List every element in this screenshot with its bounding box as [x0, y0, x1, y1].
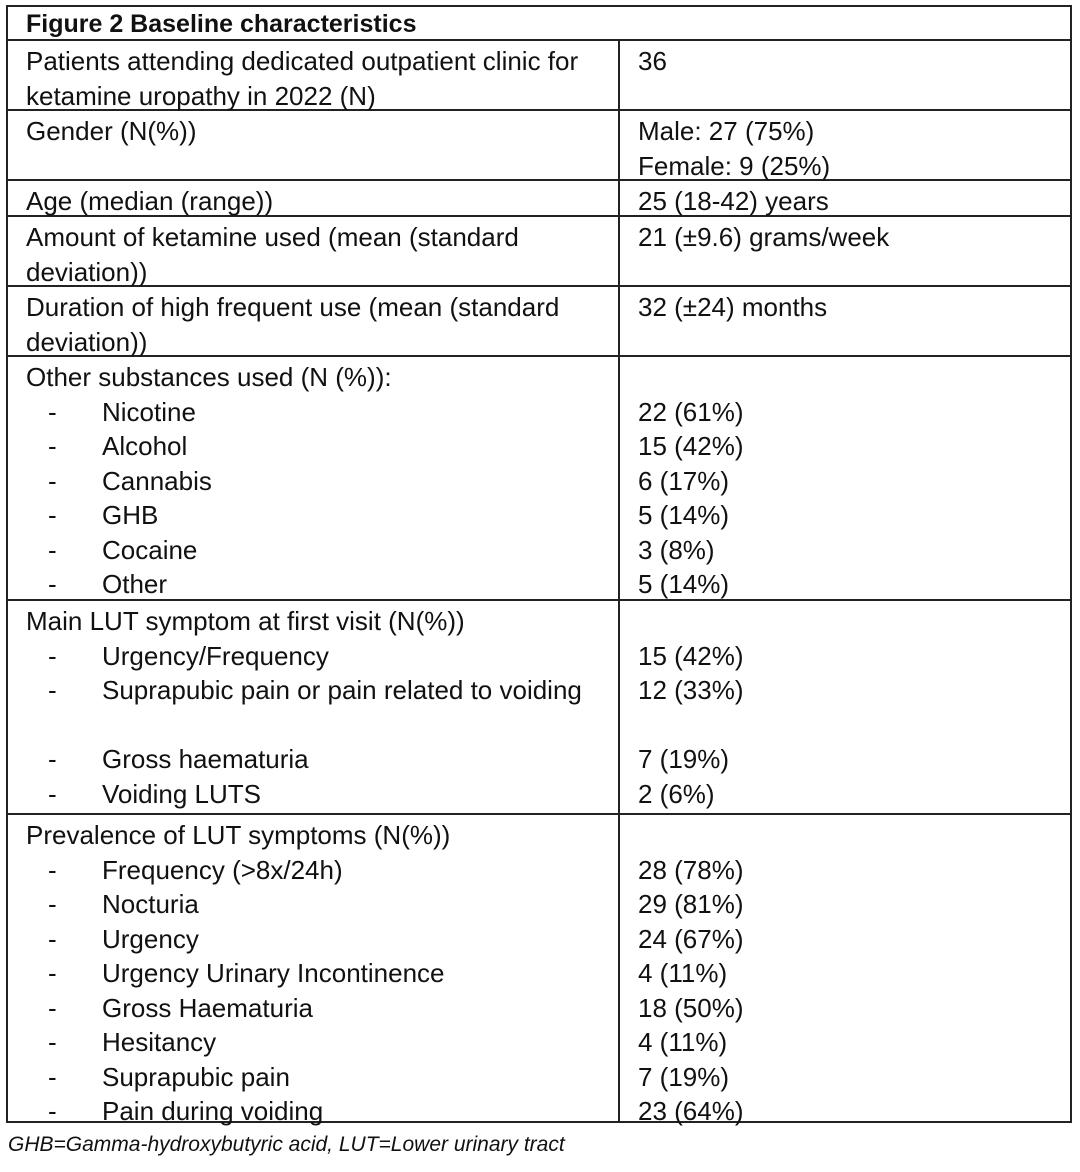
bullet-dash: - [48, 1061, 57, 1092]
prevalence-name: Frequency (>8x/24h) [102, 854, 343, 885]
main-symptom-labels [8, 601, 620, 813]
substance-name: Nicotine [102, 396, 196, 427]
substance-value: 3 (8%) [638, 534, 715, 565]
substance-value: 22 (61%) [638, 396, 744, 427]
list-item [26, 1025, 614, 1060]
bullet-dash: - [48, 923, 57, 954]
bullet-dash: - [48, 500, 57, 530]
amount-value: 21 (±9.6) grams/week [638, 222, 890, 252]
bullet-dash: - [48, 465, 57, 496]
bullet-dash: - [48, 1027, 57, 1057]
prevalence-value: 29 (81%) [638, 889, 744, 919]
list-item [26, 464, 614, 499]
prevalence-values [620, 815, 1070, 1126]
prevalence-labels [8, 815, 620, 1126]
table-row [8, 111, 1070, 181]
spacer [638, 818, 1064, 853]
list-item [26, 887, 614, 922]
amount-label: Amount of ketamine used (mean (standard deviation)) [8, 217, 620, 285]
duration-label: Duration of high frequent use (mean (standard deviation)) [8, 287, 620, 355]
prevalence-value: 28 (78%) [638, 854, 744, 885]
substance-value: 15 (42%) [638, 431, 744, 461]
bullet-dash: - [48, 534, 57, 565]
prevalence-name: Pain during voiding [102, 1096, 324, 1126]
substance-value: 5 (14%) [638, 569, 730, 599]
list-item [26, 1094, 614, 1129]
table-row [8, 357, 1070, 601]
table-row [8, 181, 1070, 217]
substance-name: Alcohol [102, 431, 188, 461]
list-item [26, 533, 614, 568]
symptom-value: 2 (6%) [638, 778, 715, 809]
prevalence-name: Urgency Urinary Incontinence [102, 958, 445, 988]
gender-male: Male: 27 (75%) [638, 116, 815, 146]
symptom-value: 7 (19%) [638, 744, 730, 774]
list-item [26, 777, 614, 812]
list-item [26, 922, 614, 957]
gender-values [620, 111, 1070, 179]
substance-name: Cocaine [102, 534, 198, 565]
prevalence-value: 23 (64%) [638, 1096, 744, 1126]
prevalence-heading: Prevalence of LUT symptoms (N(%)) [26, 820, 451, 850]
spacer [638, 604, 1064, 639]
gender-female: Female: 9 (25%) [638, 150, 831, 181]
prevalence-value: 4 (11%) [638, 958, 728, 988]
symptom-value: 12 (33%) [638, 675, 744, 705]
table-row [8, 287, 1070, 357]
table-row [8, 601, 1070, 815]
list-item [26, 1060, 614, 1095]
prevalence-value: 24 (67%) [638, 923, 744, 954]
prevalence-value: 18 (50%) [638, 992, 744, 1023]
main-symptom-heading: Main LUT symptom at first visit (N(%)) [26, 606, 465, 636]
substance-name: Other [102, 569, 168, 599]
table-row [8, 41, 1070, 111]
symptom-name: Suprapubic pain or pain related to voiding [102, 675, 582, 705]
patients-label: Patients attending dedicated outpatient clinic for ketamine uropathy in 2022 (N) [8, 41, 620, 109]
footnote: GHB=Gamma-hydroxybutyric acid, LUT=Lower urinary tract [8, 1133, 565, 1156]
substances-heading: Other substances used (N (%)): [26, 362, 392, 392]
prevalence-name: Suprapubic pain [102, 1061, 290, 1092]
baseline-table [6, 5, 1072, 1126]
bullet-dash: - [48, 675, 57, 705]
substances-values [620, 357, 1070, 599]
main-symptom-values [620, 601, 1070, 813]
prevalence-value: 7 (19%) [638, 1061, 730, 1092]
list-item [26, 991, 614, 1026]
list-item [26, 639, 614, 674]
prevalence-name: Gross Haematuria [102, 992, 313, 1023]
list-item [26, 956, 614, 991]
substance-value: 6 (17%) [638, 465, 730, 496]
bullet-dash: - [48, 431, 57, 461]
list-item [26, 498, 614, 533]
substance-value: 5 (14%) [638, 500, 730, 530]
substance-name: GHB [102, 500, 159, 530]
table-row [8, 815, 1070, 1126]
bullet-dash: - [48, 640, 57, 671]
spacer [638, 360, 1064, 395]
list-item [26, 673, 614, 742]
symptom-name: Gross haematuria [102, 744, 309, 774]
list-item [26, 567, 614, 602]
bullet-dash: - [48, 778, 57, 809]
symptom-value: 15 (42%) [638, 640, 744, 671]
age-value: 25 (18-42) years [638, 186, 829, 216]
symptom-name: Urgency/Frequency [102, 640, 329, 671]
duration-value: 32 (±24) months [638, 292, 828, 322]
symptom-name: Voiding LUTS [102, 778, 261, 809]
bullet-dash: - [48, 992, 57, 1023]
bullet-dash: - [48, 889, 57, 919]
substances-labels [8, 357, 620, 599]
patients-value: 36 [638, 46, 667, 76]
gender-label: Gender (N(%)) [8, 111, 620, 179]
table-row [8, 217, 1070, 287]
table-title: Figure 2 Baseline characteristics [8, 7, 1070, 41]
bullet-dash: - [48, 1096, 57, 1126]
prevalence-name: Nocturia [102, 889, 199, 919]
list-item [26, 429, 614, 464]
age-label: Age (median (range)) [8, 181, 620, 215]
bullet-dash: - [48, 569, 57, 599]
list-item [26, 853, 614, 888]
bullet-dash: - [48, 854, 57, 885]
bullet-dash: - [48, 744, 57, 774]
bullet-dash: - [48, 958, 57, 988]
prevalence-name: Hesitancy [102, 1027, 217, 1057]
substance-name: Cannabis [102, 465, 212, 496]
bullet-dash: - [48, 396, 57, 427]
list-item [26, 395, 614, 430]
list-item [26, 742, 614, 777]
prevalence-name: Urgency [102, 923, 199, 954]
prevalence-value: 4 (11%) [638, 1027, 728, 1057]
